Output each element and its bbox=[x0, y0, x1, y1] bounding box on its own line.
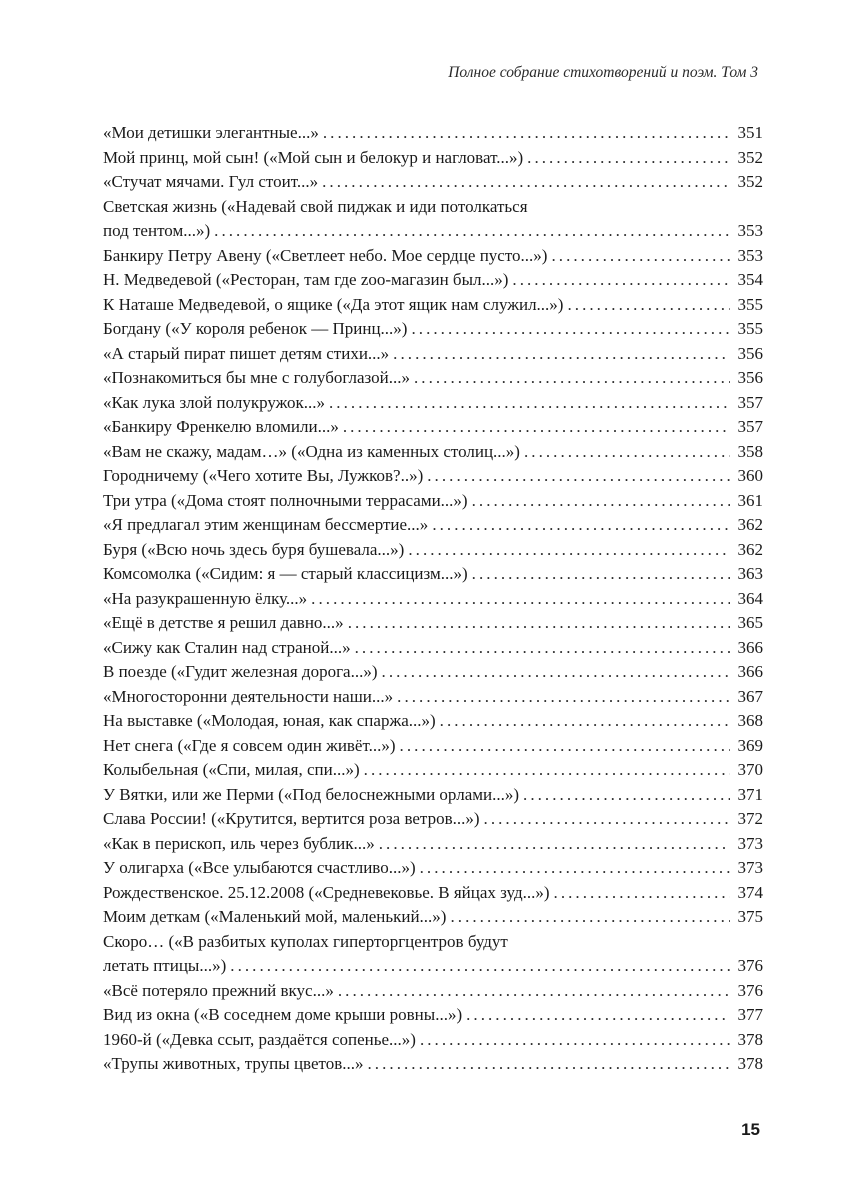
toc-entry-row bbox=[103, 562, 763, 587]
toc-entry-title: «Ещё в детстве я решил давно...» bbox=[103, 613, 344, 632]
dot-leader bbox=[382, 660, 730, 685]
toc-entry-title: «Многосторонни деятельности наши...» bbox=[103, 686, 394, 706]
dot-leader bbox=[523, 783, 730, 808]
dot-leader bbox=[368, 1052, 731, 1077]
dot-leader bbox=[567, 293, 730, 318]
toc-entry-row bbox=[103, 979, 763, 1004]
toc-entry bbox=[103, 1028, 763, 1053]
toc-entry bbox=[103, 121, 763, 146]
toc-entry bbox=[103, 538, 763, 563]
toc-entry-row bbox=[103, 587, 763, 612]
toc-entry-page: 355 bbox=[737, 319, 763, 338]
toc-entry-title: Моим деткам («Маленький мой, маленький...») bbox=[103, 907, 447, 926]
toc-entry-page: 352 bbox=[737, 147, 763, 167]
toc-entry bbox=[103, 685, 763, 710]
toc-entry-page: 367 bbox=[737, 686, 763, 706]
toc-entry-page: 351 bbox=[737, 123, 763, 142]
toc-entry-row bbox=[103, 317, 763, 342]
toc-entry bbox=[103, 1052, 763, 1077]
toc-entry-row bbox=[103, 513, 763, 538]
toc-entry-row bbox=[103, 905, 763, 930]
toc-entry bbox=[103, 587, 763, 612]
toc-entry-page: 353 bbox=[737, 245, 763, 265]
toc-entry-title-line1: Скоро… («В разбитых куполах гиперторгцентров будут bbox=[103, 931, 508, 951]
toc-entry-title: Рождественское. 25.12.2008 («Средневековье. В яйцах зуд...») bbox=[103, 882, 550, 902]
dot-leader bbox=[414, 366, 730, 391]
toc-entry-row bbox=[103, 660, 763, 685]
toc-entry-page: 355 bbox=[737, 294, 763, 314]
toc-entry-title: «Я предлагал этим женщинам бессмертие...» bbox=[103, 515, 429, 534]
toc-entry-row bbox=[103, 1003, 763, 1028]
toc-entry-page: 361 bbox=[737, 490, 763, 510]
toc-entry-page: 356 bbox=[737, 343, 763, 363]
toc-entry bbox=[103, 709, 763, 734]
toc-entry-title: Вид из окна («В соседнем доме крыши ровны...») bbox=[103, 1005, 463, 1024]
dot-leader bbox=[397, 685, 730, 710]
toc-entry-title: Н. Медведевой («Ресторан, там где zoo-магазин был...») bbox=[103, 270, 509, 289]
toc-entry-row bbox=[103, 415, 763, 440]
toc-entry-page: 376 bbox=[737, 980, 763, 1000]
toc-entry-row bbox=[103, 807, 763, 832]
dot-leader bbox=[554, 881, 730, 906]
table-of-contents bbox=[103, 121, 763, 1077]
toc-entry-page: 352 bbox=[737, 172, 763, 191]
toc-entry-title: К Наташе Медведевой, о ящике («Да этот ящик нам служил...») bbox=[103, 294, 564, 314]
toc-entry-row bbox=[103, 170, 763, 195]
dot-leader bbox=[427, 464, 730, 489]
toc-entry-row bbox=[103, 293, 763, 318]
toc-entry-row bbox=[103, 1052, 763, 1077]
toc-entry-row bbox=[103, 758, 763, 783]
toc-entry bbox=[103, 268, 763, 293]
toc-entry-page: 364 bbox=[737, 588, 763, 608]
toc-entry-row bbox=[103, 734, 763, 759]
toc-entry bbox=[103, 440, 763, 465]
toc-entry-row bbox=[103, 856, 763, 881]
dot-leader bbox=[450, 905, 730, 930]
toc-entry-page: 362 bbox=[737, 515, 763, 534]
toc-entry bbox=[103, 758, 763, 783]
toc-entry-title: Комсомолка («Сидим: я — старый классицизм...») bbox=[103, 564, 468, 583]
page-number: 15 bbox=[741, 1120, 760, 1139]
toc-entry-page: 369 bbox=[737, 735, 763, 755]
dot-leader bbox=[524, 440, 730, 465]
toc-entry-title: Слава России! («Крутится, вертится роза ветров...») bbox=[103, 809, 480, 828]
dot-leader bbox=[348, 611, 730, 636]
dot-leader bbox=[338, 979, 730, 1004]
toc-entry bbox=[103, 562, 763, 587]
dot-leader bbox=[527, 146, 730, 171]
toc-entry bbox=[103, 244, 763, 269]
toc-entry-title-line1: Светская жизнь («Надевай свой пиджак и иди потолкаться bbox=[103, 196, 528, 216]
toc-entry-row bbox=[103, 342, 763, 367]
toc-entry-title: Три утра («Дома стоят полночными террасами...») bbox=[103, 490, 468, 510]
toc-entry-row bbox=[103, 954, 763, 979]
toc-entry-page: 370 bbox=[737, 760, 763, 779]
toc-entry-page: 357 bbox=[737, 392, 763, 412]
toc-entry bbox=[103, 513, 763, 538]
toc-entry bbox=[103, 170, 763, 195]
toc-entry-page: 362 bbox=[737, 539, 763, 559]
toc-entry-title: Банкиру Петру Авену («Светлеет небо. Мое сердце пусто...») bbox=[103, 245, 548, 265]
toc-entry-page: 354 bbox=[737, 270, 763, 289]
toc-entry-title: Городничему («Чего хотите Вы, Лужков?..») bbox=[103, 466, 424, 485]
toc-entry-title: «Стучат мячами. Гул стоит...» bbox=[103, 172, 319, 191]
toc-entry-title: летать птицы...») bbox=[103, 956, 227, 975]
toc-entry bbox=[103, 636, 763, 661]
toc-entry-row bbox=[103, 709, 763, 734]
toc-entry-page: 353 bbox=[737, 221, 763, 240]
running-header: Полное собрание стихотворений и поэм. Том 3 bbox=[448, 64, 758, 81]
dot-leader bbox=[400, 734, 730, 759]
toc-entry bbox=[103, 660, 763, 685]
toc-entry bbox=[103, 979, 763, 1004]
toc-entry-page: 378 bbox=[737, 1029, 763, 1049]
toc-entry-page: 372 bbox=[737, 809, 763, 828]
toc-entry bbox=[103, 146, 763, 171]
toc-entry-row bbox=[103, 881, 763, 906]
toc-entry bbox=[103, 489, 763, 514]
toc-entry-page: 374 bbox=[737, 882, 763, 902]
toc-entry-row bbox=[103, 146, 763, 171]
toc-entry-page: 363 bbox=[737, 564, 763, 583]
dot-leader bbox=[512, 268, 730, 293]
dot-leader bbox=[379, 832, 730, 857]
toc-entry-page: 365 bbox=[737, 613, 763, 632]
dot-leader bbox=[364, 758, 730, 783]
toc-entry-row bbox=[103, 783, 763, 808]
dot-leader bbox=[466, 1003, 730, 1028]
toc-entry-page: 366 bbox=[737, 637, 763, 657]
toc-entry-row bbox=[103, 464, 763, 489]
dot-leader bbox=[420, 856, 730, 881]
toc-entry-row bbox=[103, 440, 763, 465]
toc-entry bbox=[103, 832, 763, 857]
dot-leader bbox=[472, 489, 730, 514]
toc-entry-title: «На разукрашенную ёлку...» bbox=[103, 588, 308, 608]
toc-entry-title: «Как в перископ, иль через бублик...» bbox=[103, 833, 375, 853]
toc-entry bbox=[103, 195, 763, 244]
dot-leader bbox=[420, 1028, 730, 1053]
toc-entry-title: «Вам не скажу, мадам…» («Одна из каменных столиц...») bbox=[103, 441, 520, 461]
dot-leader bbox=[323, 121, 730, 146]
dot-leader bbox=[551, 244, 730, 269]
toc-entry-title: «Всё потеряло прежний вкус...» bbox=[103, 980, 334, 1000]
toc-entry-row bbox=[103, 685, 763, 710]
toc-entry-row bbox=[103, 121, 763, 146]
toc-entry-title: 1960-й («Девка ссыт, раздаётся сопенье...») bbox=[103, 1029, 416, 1049]
dot-leader bbox=[214, 219, 730, 244]
toc-entry-title: В поезде («Гудит железная дорога...») bbox=[103, 662, 378, 681]
dot-leader bbox=[440, 709, 730, 734]
dot-leader bbox=[472, 562, 730, 587]
toc-entry-page: 357 bbox=[737, 417, 763, 436]
toc-entry bbox=[103, 807, 763, 832]
toc-entry-row bbox=[103, 636, 763, 661]
dot-leader bbox=[393, 342, 730, 367]
dot-leader bbox=[484, 807, 730, 832]
toc-entry-title: «Трупы животных, трупы цветов...» bbox=[103, 1054, 364, 1073]
toc-entry bbox=[103, 293, 763, 318]
toc-entry-row bbox=[103, 1028, 763, 1053]
toc-entry-page: 378 bbox=[737, 1054, 763, 1073]
dot-leader bbox=[411, 317, 730, 342]
toc-entry-title: «Мои детишки элегантные...» bbox=[103, 123, 319, 142]
toc-entry-row bbox=[103, 219, 763, 244]
toc-entry-page: 366 bbox=[737, 662, 763, 681]
toc-entry-title: «Банкиру Френкелю вломили...» bbox=[103, 417, 339, 436]
dot-leader bbox=[311, 587, 730, 612]
toc-entry bbox=[103, 464, 763, 489]
dot-leader bbox=[230, 954, 730, 979]
toc-entry bbox=[103, 391, 763, 416]
toc-entry-row bbox=[103, 832, 763, 857]
toc-entry bbox=[103, 856, 763, 881]
toc-entry bbox=[103, 1003, 763, 1028]
dot-leader bbox=[408, 538, 730, 563]
toc-entry bbox=[103, 366, 763, 391]
toc-entry-title: Нет снега («Где я совсем один живёт...») bbox=[103, 735, 396, 755]
toc-entry-page: 360 bbox=[737, 466, 763, 485]
toc-entry-page: 373 bbox=[737, 858, 763, 877]
dot-leader bbox=[432, 513, 730, 538]
toc-entry-title: Мой принц, мой сын! («Мой сын и белокур и нагловат...») bbox=[103, 147, 524, 167]
toc-entry-title: Колыбельная («Спи, милая, спи...») bbox=[103, 760, 360, 779]
toc-entry bbox=[103, 905, 763, 930]
toc-entry-title: «Как лука злой полукружок...» bbox=[103, 392, 325, 412]
toc-entry bbox=[103, 734, 763, 759]
toc-entry-row bbox=[103, 538, 763, 563]
toc-entry bbox=[103, 881, 763, 906]
toc-entry bbox=[103, 783, 763, 808]
toc-entry-row bbox=[103, 244, 763, 269]
dot-leader bbox=[355, 636, 730, 661]
toc-entry-page: 371 bbox=[737, 784, 763, 804]
toc-entry bbox=[103, 317, 763, 342]
toc-entry-page: 358 bbox=[737, 441, 763, 461]
toc-entry-title: «Познакомиться бы мне с голубоглазой...» bbox=[103, 368, 410, 387]
toc-entry-title: У Вятки, или же Перми («Под белоснежными орлами...») bbox=[103, 784, 520, 804]
toc-entry-title: Буря («Всю ночь здесь буря бушевала...») bbox=[103, 539, 405, 559]
toc-entry-page: 377 bbox=[737, 1005, 763, 1024]
toc-entry-row bbox=[103, 268, 763, 293]
toc-entry bbox=[103, 415, 763, 440]
toc-entry-title: под тентом...») bbox=[103, 221, 211, 240]
toc-entry-title: «А старый пират пишет детям стихи...» bbox=[103, 343, 390, 363]
toc-entry-row bbox=[103, 489, 763, 514]
toc-entry-page: 373 bbox=[737, 833, 763, 853]
toc-entry bbox=[103, 342, 763, 367]
toc-entry-page: 368 bbox=[737, 711, 763, 730]
toc-entry-page: 356 bbox=[737, 368, 763, 387]
toc-entry bbox=[103, 611, 763, 636]
dot-leader bbox=[329, 391, 730, 416]
toc-entry-row bbox=[103, 611, 763, 636]
toc-entry bbox=[103, 930, 763, 979]
toc-entry-row bbox=[103, 366, 763, 391]
dot-leader bbox=[343, 415, 730, 440]
toc-entry-title: На выставке («Молодая, юная, как спаржа...») bbox=[103, 711, 436, 730]
toc-entry-page: 375 bbox=[737, 907, 763, 926]
toc-entry-title: У олигарха («Все улыбаются счастливо...») bbox=[103, 858, 416, 877]
toc-entry-title: Богдану («У короля ребенок — Принц...») bbox=[103, 319, 408, 338]
toc-entry-page: 376 bbox=[737, 956, 763, 975]
dot-leader bbox=[322, 170, 730, 195]
toc-entry-title: «Сижу как Сталин над страной...» bbox=[103, 637, 351, 657]
toc-entry-row bbox=[103, 391, 763, 416]
